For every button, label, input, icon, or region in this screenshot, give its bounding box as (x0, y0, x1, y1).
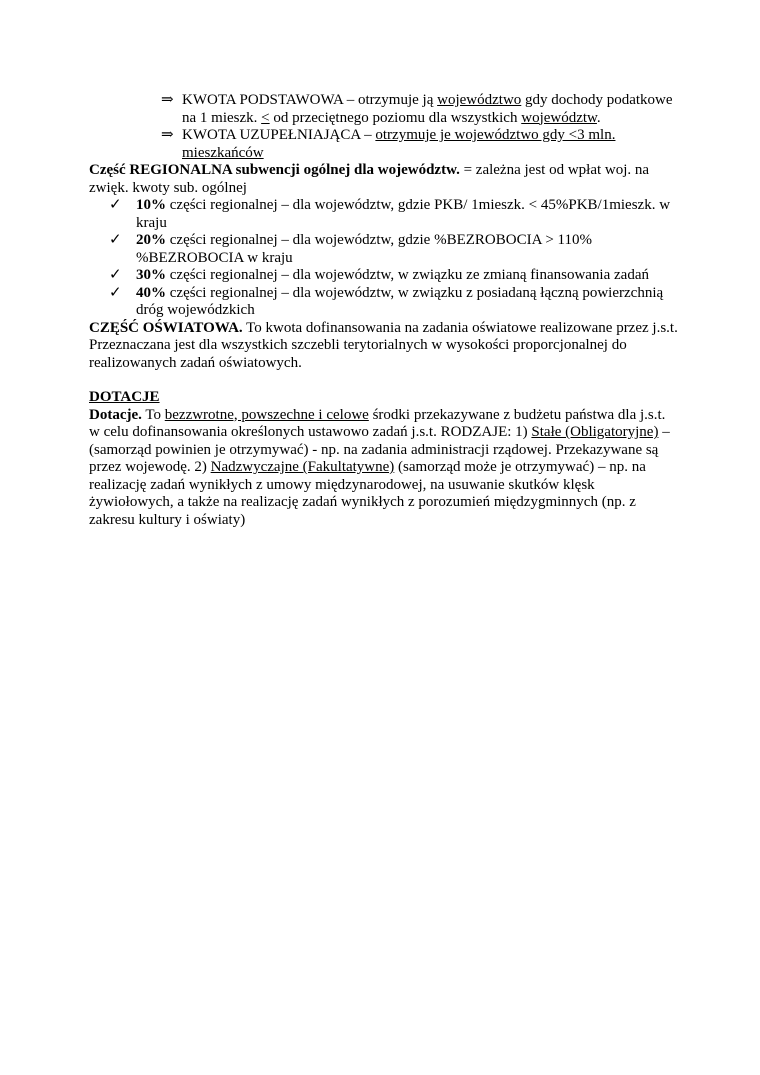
checkmark-icon: ✓ (109, 197, 122, 213)
kwota-name: KWOTA PODSTAWOWA (182, 92, 343, 108)
underlined-text: województw (521, 109, 597, 126)
dotacje-lead: Dotacje. (89, 406, 142, 423)
regional-item: ✓ 40% części regionalnej – dla województw, w związku z posiadaną łączną powierzchnią dróg wojewódzkich (109, 284, 664, 318)
underlined-text: Nadzwyczajne (Fakultatywne) (210, 459, 395, 475)
kwota-podstawowa-item: ⇒ KWOTA PODSTAWOWA – otrzymuje ją województwo gdy dochody podatkowe na 1 mieszk. < od przeciętnego poziomu dla wszystkich województw. (161, 92, 673, 126)
kwota-name: KWOTA UZUPEŁNIAJĄCA (182, 127, 361, 143)
regional-item: ✓ 10% części regionalnej – dla województw, gdzie PKB/ 1mieszk. < 45%PKB/1mieszk. w kraju (109, 197, 671, 231)
underlined-text: otrzymuje je województwo gdy <3 mln. mieszkańców (182, 127, 616, 161)
underlined-text: < (261, 109, 270, 126)
underlined-text: województwo (437, 92, 522, 108)
underlined-text: bezzwrotne, powszechne i celowe (164, 406, 369, 423)
oswiatowa-paragraph: CZĘŚĆ OŚWIATOWA. To kwota dofinansowania na zadania oświatowe realizowane przez j.s.t. Przeznaczana jest dla wszystkich szczebli terytorialnych w wysokości proporcjonalnej do realizowanych zadań oświatowych. (89, 319, 678, 371)
underlined-text: Stałe (Obligatoryjne) (531, 424, 659, 440)
dotacje-paragraph: Dotacje. To bezzwrotne, powszechne i celowe środki przekazywane z budżetu państwa dla j.s.t. w celu dofinansowania określonych ustawowo zadań j.s.t. RODZAJE: 1) Stałe (Obligatoryjne) – (samorząd powinien je otrzymywać) - np. na zadania administracji rządowej. Przekazywane są przez wojewodę. 2) Nadzwyczajne (Fakultatywne) (samorząd może je otrzymywać) – np. na realizację zadań wynikłych z umowy międzynarodowej, na usuwanie skutków klęsk żywiołowych, a także na realizację zadań wynikłych z porozumień międzygminnych (np. z zakresu kultury i oświaty) (89, 406, 670, 528)
checkmark-icon: ✓ (109, 267, 122, 283)
kwota-uzupelniajaca-item: ⇒ KWOTA UZUPEŁNIAJĄCA – otrzymuje je województwo gdy <3 mln. mieszkańców (161, 127, 616, 161)
regional-paragraph (89, 162, 679, 197)
regional-item: ✓ 30% części regionalnej – dla województw, w związku ze zmianą finansowania zadań (109, 267, 649, 283)
regional-title: Część REGIONALNA subwencji ogólnej dla województw. (89, 162, 460, 178)
implication-arrow-icon: ⇒ (161, 92, 174, 108)
regional-item: ✓ 20% części regionalnej – dla województw, gdzie %BEZROBOCIA > 110% %BEZROBOCIA w kraju (109, 232, 592, 266)
oswiatowa-title: CZĘŚĆ OŚWIATOWA. (89, 319, 243, 336)
regional-desc: = zależna jest od wpłat woj. na zwięk. kwoty sub. ogólnej (89, 162, 650, 196)
blank-line (89, 372, 679, 389)
document-content (89, 92, 679, 529)
checkmark-icon: ✓ (109, 284, 122, 301)
implication-arrow-icon: ⇒ (161, 127, 174, 143)
dotacje-heading: DOTACJE (89, 389, 160, 405)
checkmark-icon: ✓ (109, 232, 122, 248)
